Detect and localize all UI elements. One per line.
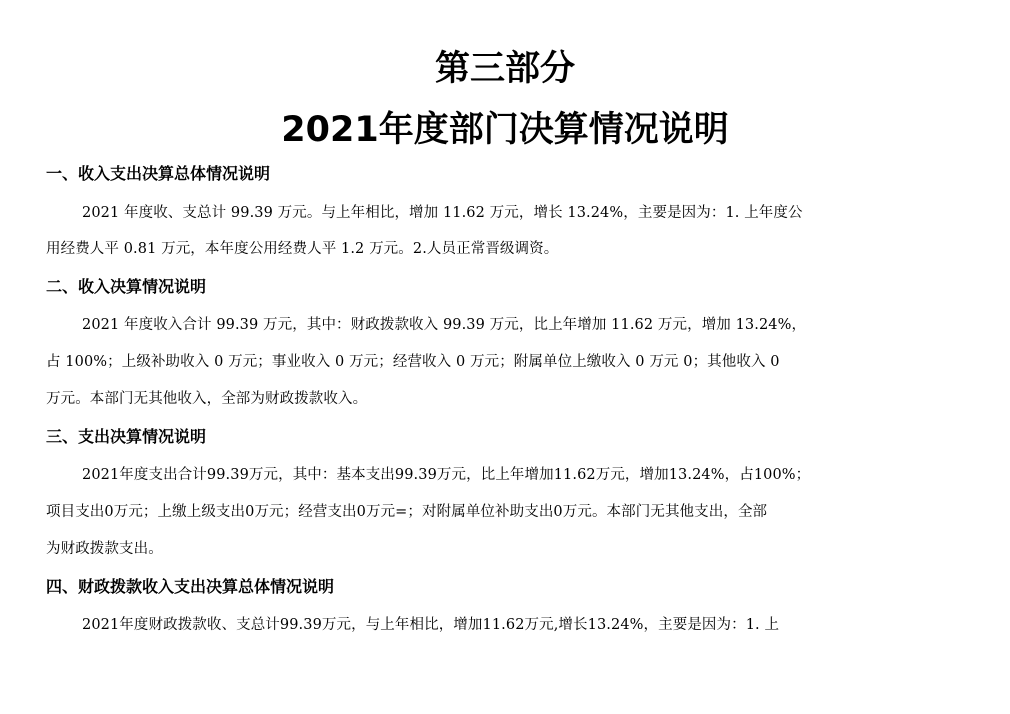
section-heading-3: 三、支出决算情况说明: [46, 427, 207, 446]
paragraph-line: 用经费人平 0.81 万元，本年度公用经费人平 1.2 万元。2.人员正常晋级调资。: [46, 241, 559, 257]
paragraph-line: 占 100%；上级补助收入 0 万元；事业收入 0 万元；经营收入 0 万元；附属单位上缴收入 0 万元 0；其他收入 0: [46, 354, 780, 370]
paragraph-line: 万元。本部门无其他收入，全部为财政拨款收入。: [46, 391, 368, 407]
page-title: 第三部分: [434, 49, 575, 89]
paragraph-line: 项目支出0万元；上缴上级支出0万元；经营支出0万元=；对附属单位补助支出0万元。本部门无其他支出，全部: [46, 504, 768, 520]
section-heading-2: 二、收入决算情况说明: [46, 277, 207, 296]
paragraph-line: 2021 年度收入合计 99.39 万元，其中：财政拨款收入 99.39 万元，比上年增加 11.62 万元，增加 13.24%，: [82, 317, 807, 333]
section-heading-4: 四、财政拨款收入支出决算总体情况说明: [46, 577, 335, 596]
page-subtitle: 2021年度部门决算情况说明: [281, 110, 729, 150]
paragraph-line: 2021年度财政拨款收、支总计99.39万元，与上年相比，增加11.62万元,增长13.24%，主要是因为：1. 上: [82, 617, 780, 633]
paragraph-line: 2021年度支出合计99.39万元，其中：基本支出99.39万元，比上年增加11.62万元，增加13.24%，占100%；: [82, 467, 811, 483]
section-heading-1: 一、收入支出决算总体情况说明: [46, 164, 271, 183]
paragraph-line: 为财政拨款支出。: [46, 541, 163, 557]
paragraph-line: 2021 年度收、支总计 99.39 万元。与上年相比，增加 11.62 万元，增长 13.24%，主要是因为：1. 上年度公: [82, 205, 803, 221]
